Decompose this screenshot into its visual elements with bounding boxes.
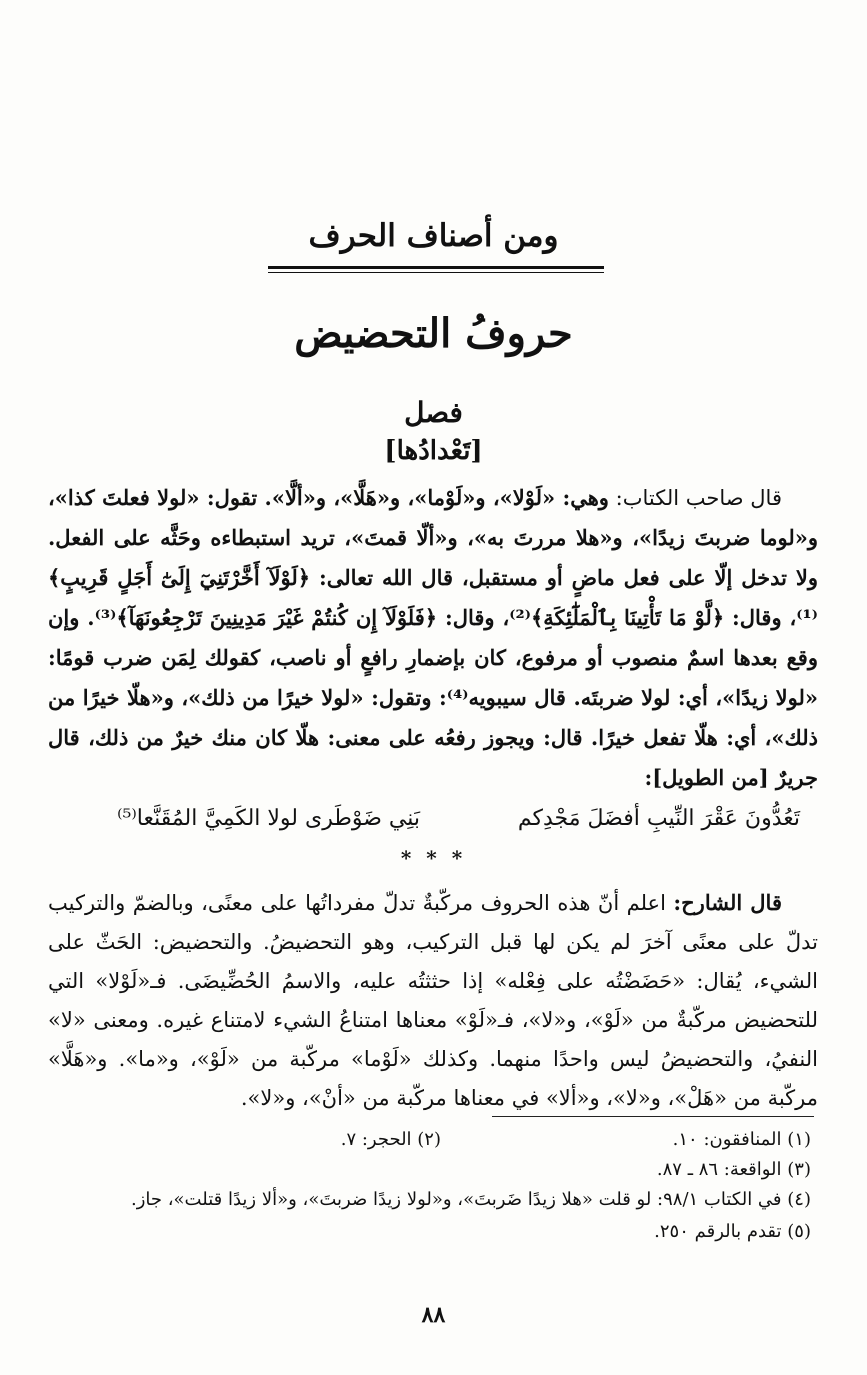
footnote-1: (١) المنافقون: ١٠. — [672, 1129, 811, 1150]
paragraph-commentator — [48, 883, 818, 1118]
page-number: ٨٨ — [421, 1302, 446, 1328]
commentator-label: قال الشارح: — [673, 890, 782, 915]
section-separator: * * * — [400, 846, 467, 870]
footnote-2: (٢) الحجر: ٧. — [340, 1129, 441, 1150]
section-title: ومن أصناف الحرف — [308, 218, 559, 254]
title-rule-thick — [268, 266, 604, 269]
paragraph-author — [48, 478, 818, 798]
verse-hemistich-1: تَعُدُّونَ عَقْرَ النِّيبِ أفضَلَ مَجْدِكم — [517, 806, 800, 831]
fasl-heading: فصل — [404, 396, 463, 429]
title-rule-thin — [268, 272, 604, 273]
chapter-title: حروفُ التحضيض — [294, 310, 573, 357]
footnote-5: (٥) تقدم بالرقم ٢٥٠. — [654, 1221, 811, 1242]
footnote-3: (٣) الواقعة: ٨٦ ـ ٨٧. — [656, 1159, 811, 1180]
poetry-verse — [60, 806, 800, 846]
verse-hemistich-2: بَنِي ضَوْطَرى لولا الكَمِيَّ المُقَنَّعا⁽⁵⁾ — [117, 806, 420, 831]
footnote-rule — [492, 1116, 814, 1117]
commentator-text: اعلم أنّ هذه الحروف مركّبةٌ تدلّ مفرداتُها على معنًى، وبالضمّ والتركيب تدلّ على معنًى آخرَ لم يكن لها قبل التركيب، وهو التحضيضُ. والتحضيض: الحَثّ على الشيء، يُقال: «حَضَضْتُه على فِعْله» إذا حثثتُه عليه، والاسمُ الحُضِّيضَى. فـ«لَوْلا» التي للتحضيض مركّبةٌ من «لَوْ»، و«لا»، فـ«لَوْ» معناها امتناعُ الشيء لامتناع غيره. ومعنى «لا» النفيُ، والتحضيضُ ليس واحدًا منهما. وكذلك «لَوْما» مركّبة من «لَوْ»، و«ما». و«هَلَّا» مركّبة من «هَلْ»، و«لا»، و«ألا» في معناها مركّبة من «أنْ»، و«لا». — [48, 891, 818, 1110]
author-label: قال صاحب الكتاب: — [615, 486, 782, 510]
subheading: [تَعْدادُها] — [384, 436, 483, 466]
footnote-4: (٤) في الكتاب ٩٨/١: لو قلت «هلا زيدًا ضَربتَ»، و«لولا زيدًا ضربتَ»، و«ألا زيدًا قتلت»، جاز. — [130, 1189, 811, 1210]
author-text: وهي: «لَوْلا»، و«لَوْما»، و«هَلَّا»، و«ألَّا». تقول: «لولا فعلتَ كذا»، و«لوما ضربتَ زيدًا»، و«هلا مررتَ به»، و«ألّا قمتَ»، تريد استبطاءه وحَثَّه على الفعل. ولا تدخل إلّا على فعل ماضٍ أو مستقبل، قال الله تعالى: ﴿لَوْلَآ أَخَّرْتَنِيٓ إِلَىٰٓ أَجَلٍ قَرِيبٍ﴾⁽¹⁾، وقال: ﴿لَّوْ مَا تَأْتِينَا بِٱلْمَلَٰٓئِكَةِ﴾⁽²⁾، وقال: ﴿فَلَوْلَآ إِن كُنتُمْ غَيْرَ مَدِينِينَ تَرْجِعُونَهَآ﴾⁽³⁾. وإن وقع بعدها اسمٌ منصوب أو مرفوع، كان بإضمارِ رافعٍ أو ناصب، كقولك لِمَن ضرب قومًا: «لولا زيدًا»، أي: لولا ضربتَه. قال سيبويه⁽⁴⁾: وتقول: «لولا خيرًا من ذلك»، و«هلّا خيرًا من ذلك»، أي: هلّا تفعل خيرًا. قال: ويجوز رفعُه على معنى: هلّا كان منك خيرٌ من ذلك، قال جريرٌ [من الطويل]: — [48, 485, 818, 790]
